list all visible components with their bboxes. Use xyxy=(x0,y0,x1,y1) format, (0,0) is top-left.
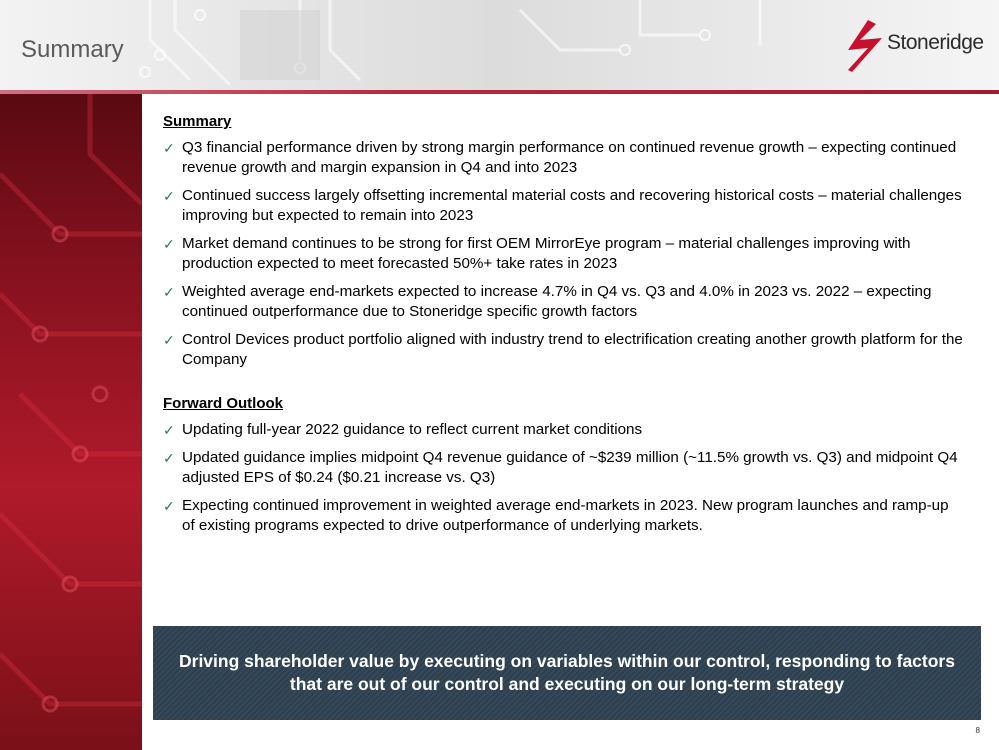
bullet-text: Market demand continues to be strong for first OEM MirrorEye program – material challenges improving with production expected to meet forecasted 50%+ take rates in 2023 xyxy=(182,235,911,272)
banner-text: Driving shareholder value by executing on variables within our control, responding to factors that are out of our control and executing on our long-term strategy xyxy=(179,651,955,694)
slide-title: Summary xyxy=(21,36,124,63)
bullet-text: Control Devices product portfolio aligned with industry trend to electrification creating another growth platform for the Company xyxy=(182,331,963,368)
summary-bullet xyxy=(163,234,963,274)
check-icon: ✓ xyxy=(163,332,175,348)
check-icon: ✓ xyxy=(163,422,175,438)
check-icon: ✓ xyxy=(163,236,175,252)
bullet-text: Weighted average end-markets expected to increase 4.7% in Q4 vs. Q3 and 4.0% in 2023 vs. 2022 – expecting continued outperformance due to Stoneridge specific growth factors xyxy=(182,283,932,320)
bullet-text: Continued success largely offsetting incremental material costs and recovering historical costs – material challenges improving but expected to remain into 2023 xyxy=(182,187,962,224)
outlook-bullet xyxy=(163,448,963,488)
bullet-text: Expecting continued improvement in weighted average end-markets in 2023. New program launches and ramp-up of existing programs expected to drive outperformance of underlying markets. xyxy=(182,497,949,534)
bullet-text: Updating full-year 2022 guidance to reflect current market conditions xyxy=(182,421,643,438)
bullet-text: Updated guidance implies midpoint Q4 revenue guidance of ~$239 million (~11.5% growth vs. Q3) and midpoint Q4 adjusted EPS of $0.24 ($0.21 increase vs. Q3) xyxy=(182,449,958,486)
summary-bullet xyxy=(163,330,963,370)
check-icon: ✓ xyxy=(163,450,175,466)
check-icon: ✓ xyxy=(163,284,175,300)
circuit-board-pattern xyxy=(0,94,142,750)
bullet-text: Q3 financial performance driven by strong margin performance on continued revenue growth – expecting continued revenue growth and margin expansion in Q4 and into 2023 xyxy=(182,139,957,176)
outlook-bullet xyxy=(163,420,963,440)
summary-bullet xyxy=(163,186,963,226)
check-icon: ✓ xyxy=(163,498,175,514)
stoneridge-logo xyxy=(842,16,982,76)
check-icon: ✓ xyxy=(163,140,175,156)
logo-text: Stoneridge xyxy=(887,31,984,54)
summary-heading: Summary xyxy=(163,113,232,130)
summary-banner xyxy=(153,626,981,720)
content-area xyxy=(163,112,963,544)
summary-bullet xyxy=(163,138,963,178)
sidebar-decoration xyxy=(0,94,142,750)
outlook-bullet xyxy=(163,496,963,536)
page-number: 8 xyxy=(975,726,980,735)
summary-bullet xyxy=(163,282,963,322)
outlook-heading: Forward Outlook xyxy=(163,395,283,412)
check-icon: ✓ xyxy=(163,188,175,204)
header-accent-line xyxy=(0,90,999,94)
